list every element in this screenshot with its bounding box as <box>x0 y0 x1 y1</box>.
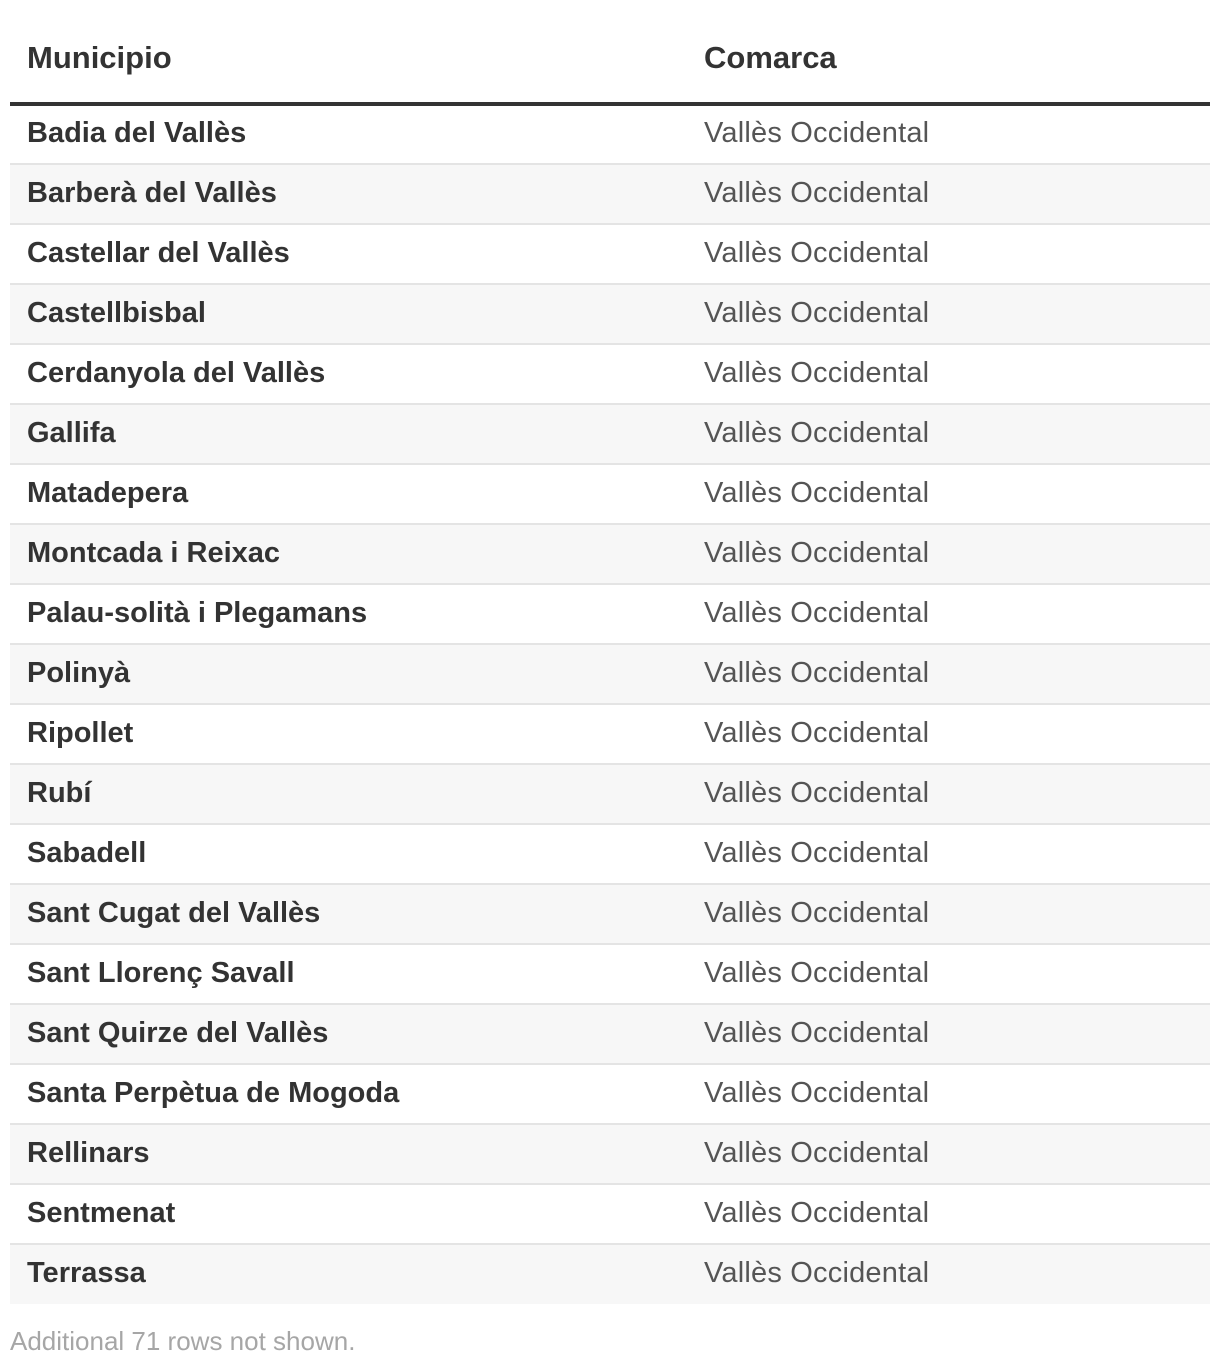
column-header-municipio[interactable]: Municipio <box>10 0 704 104</box>
table-row <box>10 584 1210 644</box>
table-body <box>10 104 1210 1304</box>
comarca-cell: Vallès Occidental <box>704 944 1210 1004</box>
comarca-cell: Vallès Occidental <box>704 764 1210 824</box>
comarca-cell: Vallès Occidental <box>704 284 1210 344</box>
municipio-cell: Rellinars <box>10 1124 704 1184</box>
comarca-cell: Vallès Occidental <box>704 164 1210 224</box>
table-row <box>10 1124 1210 1184</box>
column-header-comarca[interactable]: Comarca <box>704 0 1210 104</box>
municipio-cell: Sant Llorenç Savall <box>10 944 704 1004</box>
comarca-cell: Vallès Occidental <box>704 464 1210 524</box>
municipio-cell: Castellbisbal <box>10 284 704 344</box>
comarca-cell: Vallès Occidental <box>704 824 1210 884</box>
comarca-cell: Vallès Occidental <box>704 1244 1210 1304</box>
comarca-cell: Vallès Occidental <box>704 1184 1210 1244</box>
table-header <box>10 0 1210 104</box>
data-table-container <box>10 0 1210 1304</box>
municipio-cell: Ripollet <box>10 704 704 764</box>
table-row <box>10 284 1210 344</box>
municipio-cell: Sant Quirze del Vallès <box>10 1004 704 1064</box>
table-row <box>10 1004 1210 1064</box>
table-row <box>10 524 1210 584</box>
table-row <box>10 1244 1210 1304</box>
table-row <box>10 1064 1210 1124</box>
municipio-cell: Palau-solità i Plegamans <box>10 584 704 644</box>
table-row <box>10 164 1210 224</box>
table-row <box>10 344 1210 404</box>
municipio-cell: Santa Perpètua de Mogoda <box>10 1064 704 1124</box>
table-row <box>10 884 1210 944</box>
comarca-cell: Vallès Occidental <box>704 644 1210 704</box>
table-row <box>10 404 1210 464</box>
municipio-cell: Barberà del Vallès <box>10 164 704 224</box>
municipio-cell: Cerdanyola del Vallès <box>10 344 704 404</box>
rows-not-shown-note: Additional 71 rows not shown. <box>10 1326 356 1356</box>
comarca-cell: Vallès Occidental <box>704 1004 1210 1064</box>
municipio-cell: Gallifa <box>10 404 704 464</box>
municipio-cell: Matadepera <box>10 464 704 524</box>
comarca-cell: Vallès Occidental <box>704 344 1210 404</box>
table-row <box>10 1184 1210 1244</box>
municipio-cell: Badia del Vallès <box>10 104 704 164</box>
comarca-cell: Vallès Occidental <box>704 404 1210 464</box>
municipio-cell: Sentmenat <box>10 1184 704 1244</box>
comarca-cell: Vallès Occidental <box>704 224 1210 284</box>
table-row <box>10 824 1210 884</box>
table-row <box>10 464 1210 524</box>
municipios-table <box>10 0 1210 1304</box>
municipio-cell: Castellar del Vallès <box>10 224 704 284</box>
comarca-cell: Vallès Occidental <box>704 884 1210 944</box>
table-row <box>10 944 1210 1004</box>
table-row <box>10 704 1210 764</box>
municipio-cell: Rubí <box>10 764 704 824</box>
comarca-cell: Vallès Occidental <box>704 1064 1210 1124</box>
municipio-cell: Sabadell <box>10 824 704 884</box>
comarca-cell: Vallès Occidental <box>704 524 1210 584</box>
comarca-cell: Vallès Occidental <box>704 704 1210 764</box>
municipio-cell: Montcada i Reixac <box>10 524 704 584</box>
table-row <box>10 104 1210 164</box>
header-row <box>10 0 1210 104</box>
table-row <box>10 644 1210 704</box>
table-row <box>10 764 1210 824</box>
comarca-cell: Vallès Occidental <box>704 1124 1210 1184</box>
municipio-cell: Sant Cugat del Vallès <box>10 884 704 944</box>
comarca-cell: Vallès Occidental <box>704 584 1210 644</box>
municipio-cell: Terrassa <box>10 1244 704 1304</box>
table-row <box>10 224 1210 284</box>
comarca-cell: Vallès Occidental <box>704 104 1210 164</box>
municipio-cell: Polinyà <box>10 644 704 704</box>
